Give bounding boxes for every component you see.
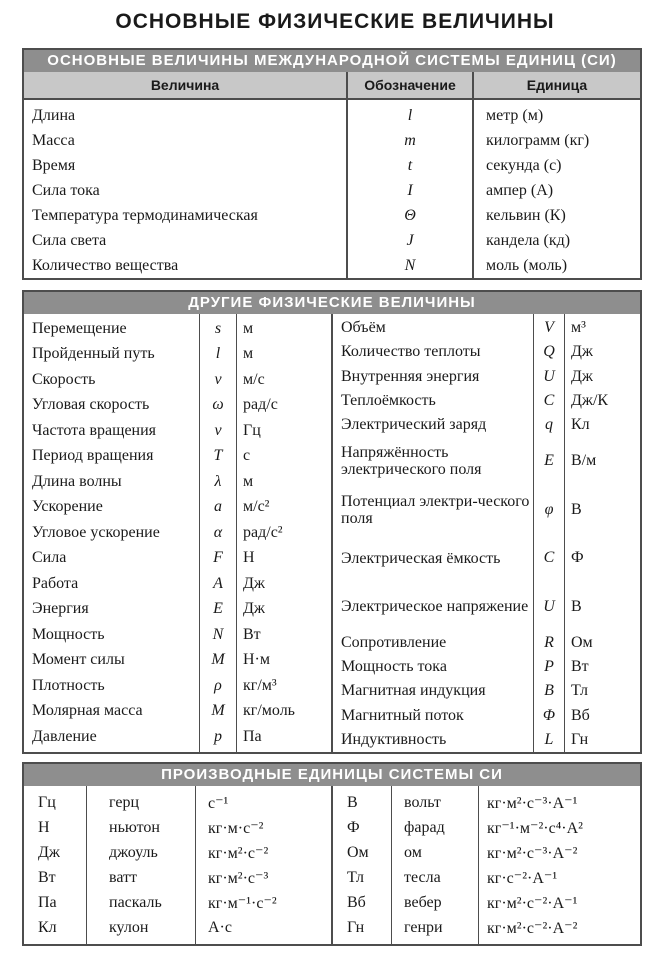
derived-unit-expression: кг·м·с⁻²: [208, 819, 264, 837]
derived-left-expression-column: [195, 786, 331, 944]
derived-unit-name: джоуль: [109, 843, 158, 861]
derived-unit-name: ньютон: [109, 818, 160, 836]
quantity-unit: Гн: [571, 730, 589, 748]
quantity-unit: м: [243, 345, 254, 363]
quantity-unit: В/м: [571, 452, 597, 470]
quantity-unit: В: [571, 500, 582, 518]
quantity-unit: Дж: [571, 343, 593, 361]
derived-unit-name: тесла: [404, 868, 441, 886]
quantity-symbol: α: [213, 523, 223, 541]
si-table-body: [24, 100, 640, 278]
quantity-name: Магнитный поток: [341, 706, 464, 724]
derived-unit-expression: кг·м²·с⁻²: [208, 844, 269, 862]
quantity-symbol: s: [214, 319, 222, 337]
derived-banner: ПРОИЗВОДНЫЕ ЕДИНИЦЫ СИСТЕМЫ СИ: [24, 764, 640, 786]
si-quantity-name: Длина: [32, 107, 76, 124]
quantity-unit: Дж/К: [571, 391, 609, 409]
derived-left-symbol-column: [24, 786, 86, 944]
si-quantity-name: Сила света: [32, 232, 107, 249]
derived-unit-expression: кг·м²·с⁻²·А⁻¹: [487, 894, 578, 912]
derived-unit-expression: кг⁻¹·м⁻²·с⁴·А²: [487, 819, 583, 837]
header-symbol: Обозначение: [346, 72, 472, 98]
quantity-name: Скорость: [32, 370, 96, 388]
quantity-symbol: Q: [543, 343, 555, 361]
quantity-symbol: U: [543, 597, 555, 615]
quantity-unit: Дж: [571, 367, 593, 385]
quantity-name: Сопротивление: [341, 633, 447, 651]
si-quantity-name: Количество вещества: [32, 257, 179, 274]
quantity-unit: рад/с²: [243, 523, 283, 541]
quantity-symbol: Φ: [542, 706, 556, 724]
si-quantity-name: Температура термодинамическая: [32, 207, 258, 224]
other-left-unit-column: [236, 314, 331, 752]
derived-unit-name: ом: [404, 843, 422, 861]
quantity-name: Угловая скорость: [32, 396, 150, 414]
quantity-unit: Н·м: [243, 651, 271, 669]
quantity-name: Электрическая ёмкость: [341, 549, 501, 567]
quantity-unit: м/с²: [243, 498, 270, 516]
quantity-symbol: M: [211, 651, 225, 669]
other-right-name-column: [333, 314, 533, 752]
quantity-name: Перемещение: [32, 319, 127, 337]
quantity-name: Напряжённость электрического поля: [341, 444, 482, 479]
si-quantity-unit: кельвин (К): [486, 207, 566, 224]
derived-unit-name: вебер: [404, 893, 442, 911]
quantity-unit: Кл: [571, 415, 590, 433]
header-quantity: Величина: [150, 77, 220, 93]
quantity-name: Ускорение: [32, 498, 103, 516]
quantity-unit: Н: [243, 549, 255, 567]
quantity-symbol: C: [543, 549, 555, 567]
quantity-symbol: N: [212, 625, 224, 643]
quantity-unit: м³: [571, 319, 586, 337]
si-quantity-unit: кандела (кд): [486, 232, 571, 249]
quantity-name: Электрический заряд: [341, 415, 487, 433]
quantity-symbol: φ: [544, 500, 554, 518]
quantity-unit: Ф: [571, 549, 584, 567]
si-quantity-symbol: t: [407, 157, 413, 174]
quantity-name: Внутренняя энергия: [341, 367, 480, 385]
si-quantity-symbol: l: [407, 107, 413, 124]
si-quantity-symbol: m: [404, 132, 416, 149]
quantity-symbol: L: [544, 730, 554, 748]
quantity-unit: Вт: [571, 658, 589, 676]
quantity-name: Энергия: [32, 600, 89, 618]
derived-unit-symbol: Вб: [347, 893, 366, 911]
derived-unit-symbol: Ом: [347, 843, 369, 861]
si-symbol-column: [346, 100, 472, 278]
quantity-name: Объём: [341, 319, 386, 337]
si-quantity-unit: секунда (с): [486, 157, 562, 174]
si-quantity-name: Масса: [32, 132, 75, 149]
quantity-unit: Ом: [571, 633, 593, 651]
si-unit-column: [472, 100, 640, 278]
quantity-name: Потенциал электри-ческого поля: [341, 492, 530, 527]
quantity-symbol: U: [543, 367, 555, 385]
derived-unit-expression: кг·м²·с⁻²·А⁻²: [487, 919, 578, 937]
derived-unit-expression: кг·м²·с⁻³·А⁻²: [487, 844, 578, 862]
quantity-unit: рад/с: [243, 396, 278, 414]
derived-unit-symbol: Дж: [38, 843, 60, 861]
quantity-symbol: p: [214, 727, 222, 745]
quantity-name: Электрическое напряжение: [341, 598, 529, 616]
quantity-unit: кг/м³: [243, 676, 277, 694]
si-quantity-symbol: I: [407, 182, 413, 199]
other-left-half: [24, 314, 331, 752]
derived-units-section: [22, 762, 642, 946]
derived-right-expression-column: [478, 786, 640, 944]
quantity-unit: Па: [243, 727, 262, 745]
other-right-symbol-column: [533, 314, 564, 752]
si-quantity-unit: моль (моль): [486, 257, 568, 274]
derived-unit-symbol: Гн: [347, 918, 365, 936]
other-banner: ДРУГИЕ ФИЗИЧЕСКИЕ ВЕЛИЧИНЫ: [24, 292, 640, 314]
derived-left-name-column: [86, 786, 195, 944]
si-header-row: [24, 72, 640, 100]
derived-unit-symbol: В: [347, 793, 358, 811]
quantity-unit: кг/моль: [243, 702, 295, 720]
derived-unit-name: ватт: [109, 868, 138, 886]
derived-right-half: [331, 786, 640, 944]
quantity-unit: м: [243, 472, 254, 490]
quantity-name: Теплоёмкость: [341, 391, 436, 409]
quantity-symbol: A: [213, 574, 223, 592]
quantity-unit: м/с: [243, 370, 265, 388]
quantity-unit: Тл: [571, 682, 588, 700]
si-base-units-section: [22, 48, 642, 280]
other-right-unit-column: [564, 314, 640, 752]
quantity-symbol: ρ: [214, 676, 222, 694]
quantity-symbol: q: [545, 415, 553, 433]
quantity-symbol: V: [544, 319, 554, 337]
quantity-name: Сила: [32, 549, 67, 567]
quantity-name: Количество теплоты: [341, 343, 481, 361]
si-quantity-name: Время: [32, 157, 76, 174]
header-unit: Единица: [472, 72, 640, 98]
quantity-unit: Гц: [243, 421, 261, 439]
si-quantity-unit: килограмм (кг): [486, 132, 590, 149]
derived-unit-symbol: Па: [38, 893, 57, 911]
quantity-name: Угловое ускорение: [32, 523, 160, 541]
quantity-name: Длина волны: [32, 472, 122, 490]
si-quantity-unit: ампер (А): [486, 182, 554, 199]
derived-unit-expression: с⁻¹: [208, 794, 229, 812]
derived-unit-symbol: Кл: [38, 918, 57, 936]
quantity-symbol: λ: [214, 472, 222, 490]
derived-unit-name: герц: [109, 793, 140, 811]
other-left-name-column: [24, 314, 199, 752]
derived-unit-expression: кг·м²·с⁻³: [208, 869, 269, 887]
quantity-unit: с: [243, 447, 251, 465]
quantity-unit: В: [571, 597, 582, 615]
si-banner: ОСНОВНЫЕ ВЕЛИЧИНЫ МЕЖДУНАРОДНОЙ СИСТЕМЫ ЕДИНИЦ (СИ): [24, 50, 640, 72]
derived-unit-name: фарад: [404, 818, 445, 836]
derived-unit-expression: кг·м⁻¹·с⁻²: [208, 894, 277, 912]
quantity-unit: Вб: [571, 706, 590, 724]
quantity-name: Индуктивность: [341, 730, 447, 748]
quantity-name: Частота вращения: [32, 421, 157, 439]
quantity-symbol: T: [213, 447, 223, 465]
quantity-name: Работа: [32, 574, 79, 592]
quantity-name: Период вращения: [32, 447, 154, 465]
quantity-symbol: E: [213, 600, 223, 618]
quantity-name: Плотность: [32, 676, 105, 694]
quantity-symbol: a: [214, 498, 222, 516]
quantity-unit: Вт: [243, 625, 261, 643]
quantity-unit: м: [243, 319, 254, 337]
derived-unit-symbol: Гц: [38, 793, 56, 811]
si-name-column: [24, 100, 346, 278]
quantity-unit: Дж: [243, 600, 265, 618]
derived-unit-name: паскаль: [109, 893, 162, 911]
derived-unit-expression: А·с: [208, 918, 232, 936]
derived-table-body: [24, 786, 640, 944]
derived-right-symbol-column: [333, 786, 391, 944]
derived-right-name-column: [391, 786, 478, 944]
derived-unit-name: кулон: [109, 918, 149, 936]
other-quantities-section: [22, 290, 642, 754]
quantity-symbol: ω: [212, 396, 224, 414]
si-quantity-name: Сила тока: [32, 182, 100, 199]
quantity-symbol: ν: [214, 421, 222, 439]
quantity-name: Молярная масса: [32, 702, 143, 720]
quantity-symbol: C: [543, 391, 555, 409]
derived-unit-name: вольт: [404, 793, 441, 811]
page-title: ОСНОВНЫЕ ФИЗИЧЕСКИЕ ВЕЛИЧИНЫ: [115, 10, 555, 33]
quantity-symbol: R: [544, 633, 554, 651]
quantity-symbol: P: [544, 658, 554, 676]
si-quantity-symbol: N: [404, 257, 416, 274]
derived-unit-expression: кг·м²·с⁻³·А⁻¹: [487, 794, 578, 812]
quantity-symbol: l: [215, 345, 221, 363]
quantity-name: Момент силы: [32, 651, 125, 669]
quantity-symbol: B: [544, 682, 554, 700]
si-quantity-symbol: Θ: [404, 207, 416, 224]
quantity-name: Мощность тока: [341, 658, 447, 676]
derived-unit-name: генри: [404, 918, 443, 936]
derived-unit-expression: кг·с⁻²·А⁻¹: [487, 869, 558, 887]
quantity-name: Мощность: [32, 625, 105, 643]
quantity-name: Давление: [32, 727, 97, 745]
quantity-name: Пройденный путь: [32, 345, 155, 363]
quantity-symbol: v: [214, 370, 222, 388]
si-quantity-unit: метр (м): [486, 107, 544, 124]
si-quantity-symbol: J: [406, 232, 414, 249]
other-left-symbol-column: [199, 314, 236, 752]
derived-unit-symbol: Вт: [38, 868, 56, 886]
other-table-body: [24, 314, 640, 752]
quantity-name: Магнитная индукция: [341, 682, 486, 700]
derived-unit-symbol: Ф: [347, 818, 360, 836]
quantity-symbol: F: [213, 549, 223, 567]
derived-left-half: [24, 786, 331, 944]
other-right-half: [331, 314, 640, 752]
quantity-symbol: E: [544, 452, 554, 470]
derived-unit-symbol: Н: [38, 818, 50, 836]
quantity-unit: Дж: [243, 574, 265, 592]
quantity-symbol: M: [211, 702, 225, 720]
derived-unit-symbol: Тл: [347, 868, 364, 886]
